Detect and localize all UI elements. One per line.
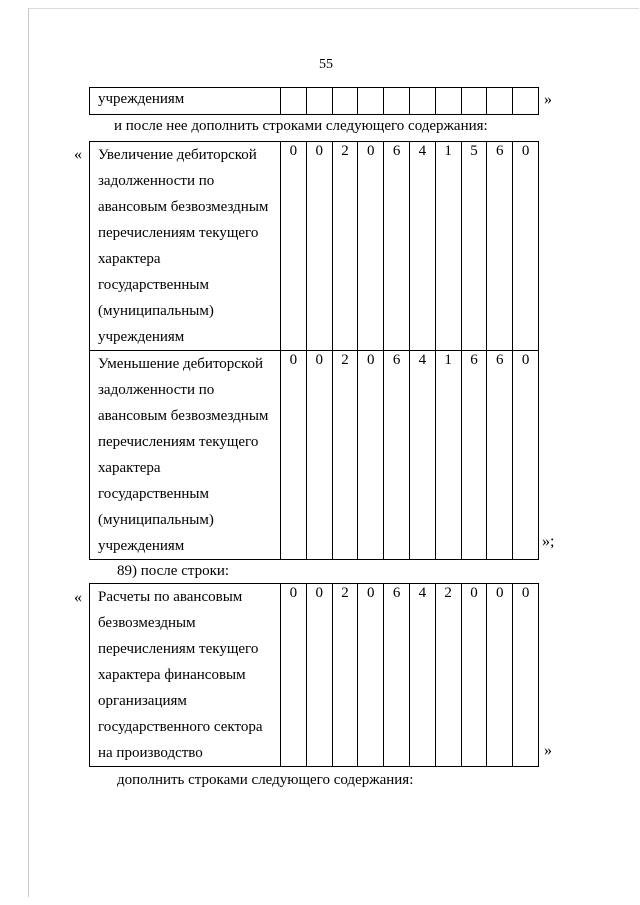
label-line: характера bbox=[98, 460, 161, 476]
label-line: Расчеты по авансовым bbox=[98, 589, 243, 605]
code-digit-cell: 0 bbox=[461, 584, 487, 767]
label-line: перечислениям текущего bbox=[98, 434, 259, 450]
label-line: Уменьшение дебиторской bbox=[98, 356, 264, 372]
code-digit-cell: 2 bbox=[332, 351, 358, 560]
label-line: (муниципальным) bbox=[98, 512, 214, 528]
code-digit-cell: 4 bbox=[409, 142, 435, 351]
code-digit-cell: 1 bbox=[435, 142, 461, 351]
closing-quote: »; bbox=[542, 533, 555, 550]
label-line: безвозмездным bbox=[98, 615, 196, 631]
opening-quote: « bbox=[74, 146, 82, 163]
code-table-2 bbox=[89, 141, 539, 560]
code-digit-cell bbox=[435, 88, 461, 115]
row-label bbox=[90, 142, 281, 351]
label-line: авансовым безвозмездным bbox=[98, 408, 269, 424]
table-row bbox=[90, 351, 539, 560]
paragraph-text: 89) после строки: bbox=[117, 563, 230, 579]
code-digit-cell: 2 bbox=[332, 584, 358, 767]
code-digit-cell: 1 bbox=[435, 351, 461, 560]
code-table-3 bbox=[89, 583, 539, 767]
code-digit-cell: 6 bbox=[461, 351, 487, 560]
label-line: характера bbox=[98, 251, 161, 267]
paragraph-text: дополнить строками следующего содержания: bbox=[117, 772, 414, 788]
label-line: государственным bbox=[98, 277, 209, 293]
code-digit-cell: 6 bbox=[487, 351, 513, 560]
label-line: организациям bbox=[98, 693, 187, 709]
label-line: на производство bbox=[98, 745, 203, 761]
paragraph-text: и после нее дополнить строками следующего содержания: bbox=[114, 118, 488, 134]
code-digit-cell: 0 bbox=[358, 351, 384, 560]
code-digit-cell: 0 bbox=[306, 351, 332, 560]
table-row bbox=[90, 584, 539, 767]
code-digit-cell bbox=[358, 88, 384, 115]
label-line: государственным bbox=[98, 486, 209, 502]
code-digit-cell: 6 bbox=[384, 142, 410, 351]
row-label bbox=[90, 584, 281, 767]
code-digit-cell: 0 bbox=[513, 142, 539, 351]
code-digit-cell: 0 bbox=[281, 584, 307, 767]
label-line: учреждениям bbox=[98, 538, 185, 554]
label-line: перечислениям текущего bbox=[98, 641, 259, 657]
code-digit-cell: 2 bbox=[435, 584, 461, 767]
code-digit-cell: 6 bbox=[384, 584, 410, 767]
closing-quote: » bbox=[544, 742, 552, 759]
code-digit-cell: 5 bbox=[461, 142, 487, 351]
code-digit-cell: 2 bbox=[332, 142, 358, 351]
code-digit-cell: 4 bbox=[409, 351, 435, 560]
code-table-1 bbox=[89, 87, 539, 115]
code-digit-cell bbox=[409, 88, 435, 115]
code-digit-cell: 0 bbox=[513, 351, 539, 560]
code-digit-cell: 0 bbox=[358, 142, 384, 351]
label-line: государственного сектора bbox=[98, 719, 263, 735]
code-digit-cell: 6 bbox=[384, 351, 410, 560]
label-line: характера финансовым bbox=[98, 667, 246, 683]
code-digit-cell: 4 bbox=[409, 584, 435, 767]
code-digit-cell: 0 bbox=[306, 142, 332, 351]
label-line: Увеличение дебиторской bbox=[98, 147, 257, 163]
code-digit-cell: 0 bbox=[513, 584, 539, 767]
code-digit-cell bbox=[306, 88, 332, 115]
code-digit-cell bbox=[461, 88, 487, 115]
label-line: задолженности по bbox=[98, 173, 215, 189]
code-digit-cell: 0 bbox=[281, 142, 307, 351]
code-digit-cell: 0 bbox=[281, 351, 307, 560]
opening-quote: « bbox=[74, 589, 82, 606]
row-label-text: учреждениям bbox=[98, 91, 185, 107]
code-digit-cell: 0 bbox=[306, 584, 332, 767]
label-line: задолженности по bbox=[98, 382, 215, 398]
label-line: (муниципальным) bbox=[98, 303, 214, 319]
code-digit-cell bbox=[281, 88, 307, 115]
row-label bbox=[90, 88, 281, 115]
code-digit-cell: 0 bbox=[358, 584, 384, 767]
label-line: перечислениям текущего bbox=[98, 225, 259, 241]
code-digit-cell bbox=[384, 88, 410, 115]
code-digit-cell bbox=[332, 88, 358, 115]
label-line: авансовым безвозмездным bbox=[98, 199, 269, 215]
row-label bbox=[90, 351, 281, 560]
page-number: 55 bbox=[319, 57, 333, 72]
code-digit-cell bbox=[513, 88, 539, 115]
table-row bbox=[90, 88, 539, 115]
code-digit-cell: 6 bbox=[487, 142, 513, 351]
code-digit-cell bbox=[487, 88, 513, 115]
table-row bbox=[90, 142, 539, 351]
label-line: учреждениям bbox=[98, 329, 185, 345]
closing-quote: » bbox=[544, 91, 552, 108]
code-digit-cell: 0 bbox=[487, 584, 513, 767]
